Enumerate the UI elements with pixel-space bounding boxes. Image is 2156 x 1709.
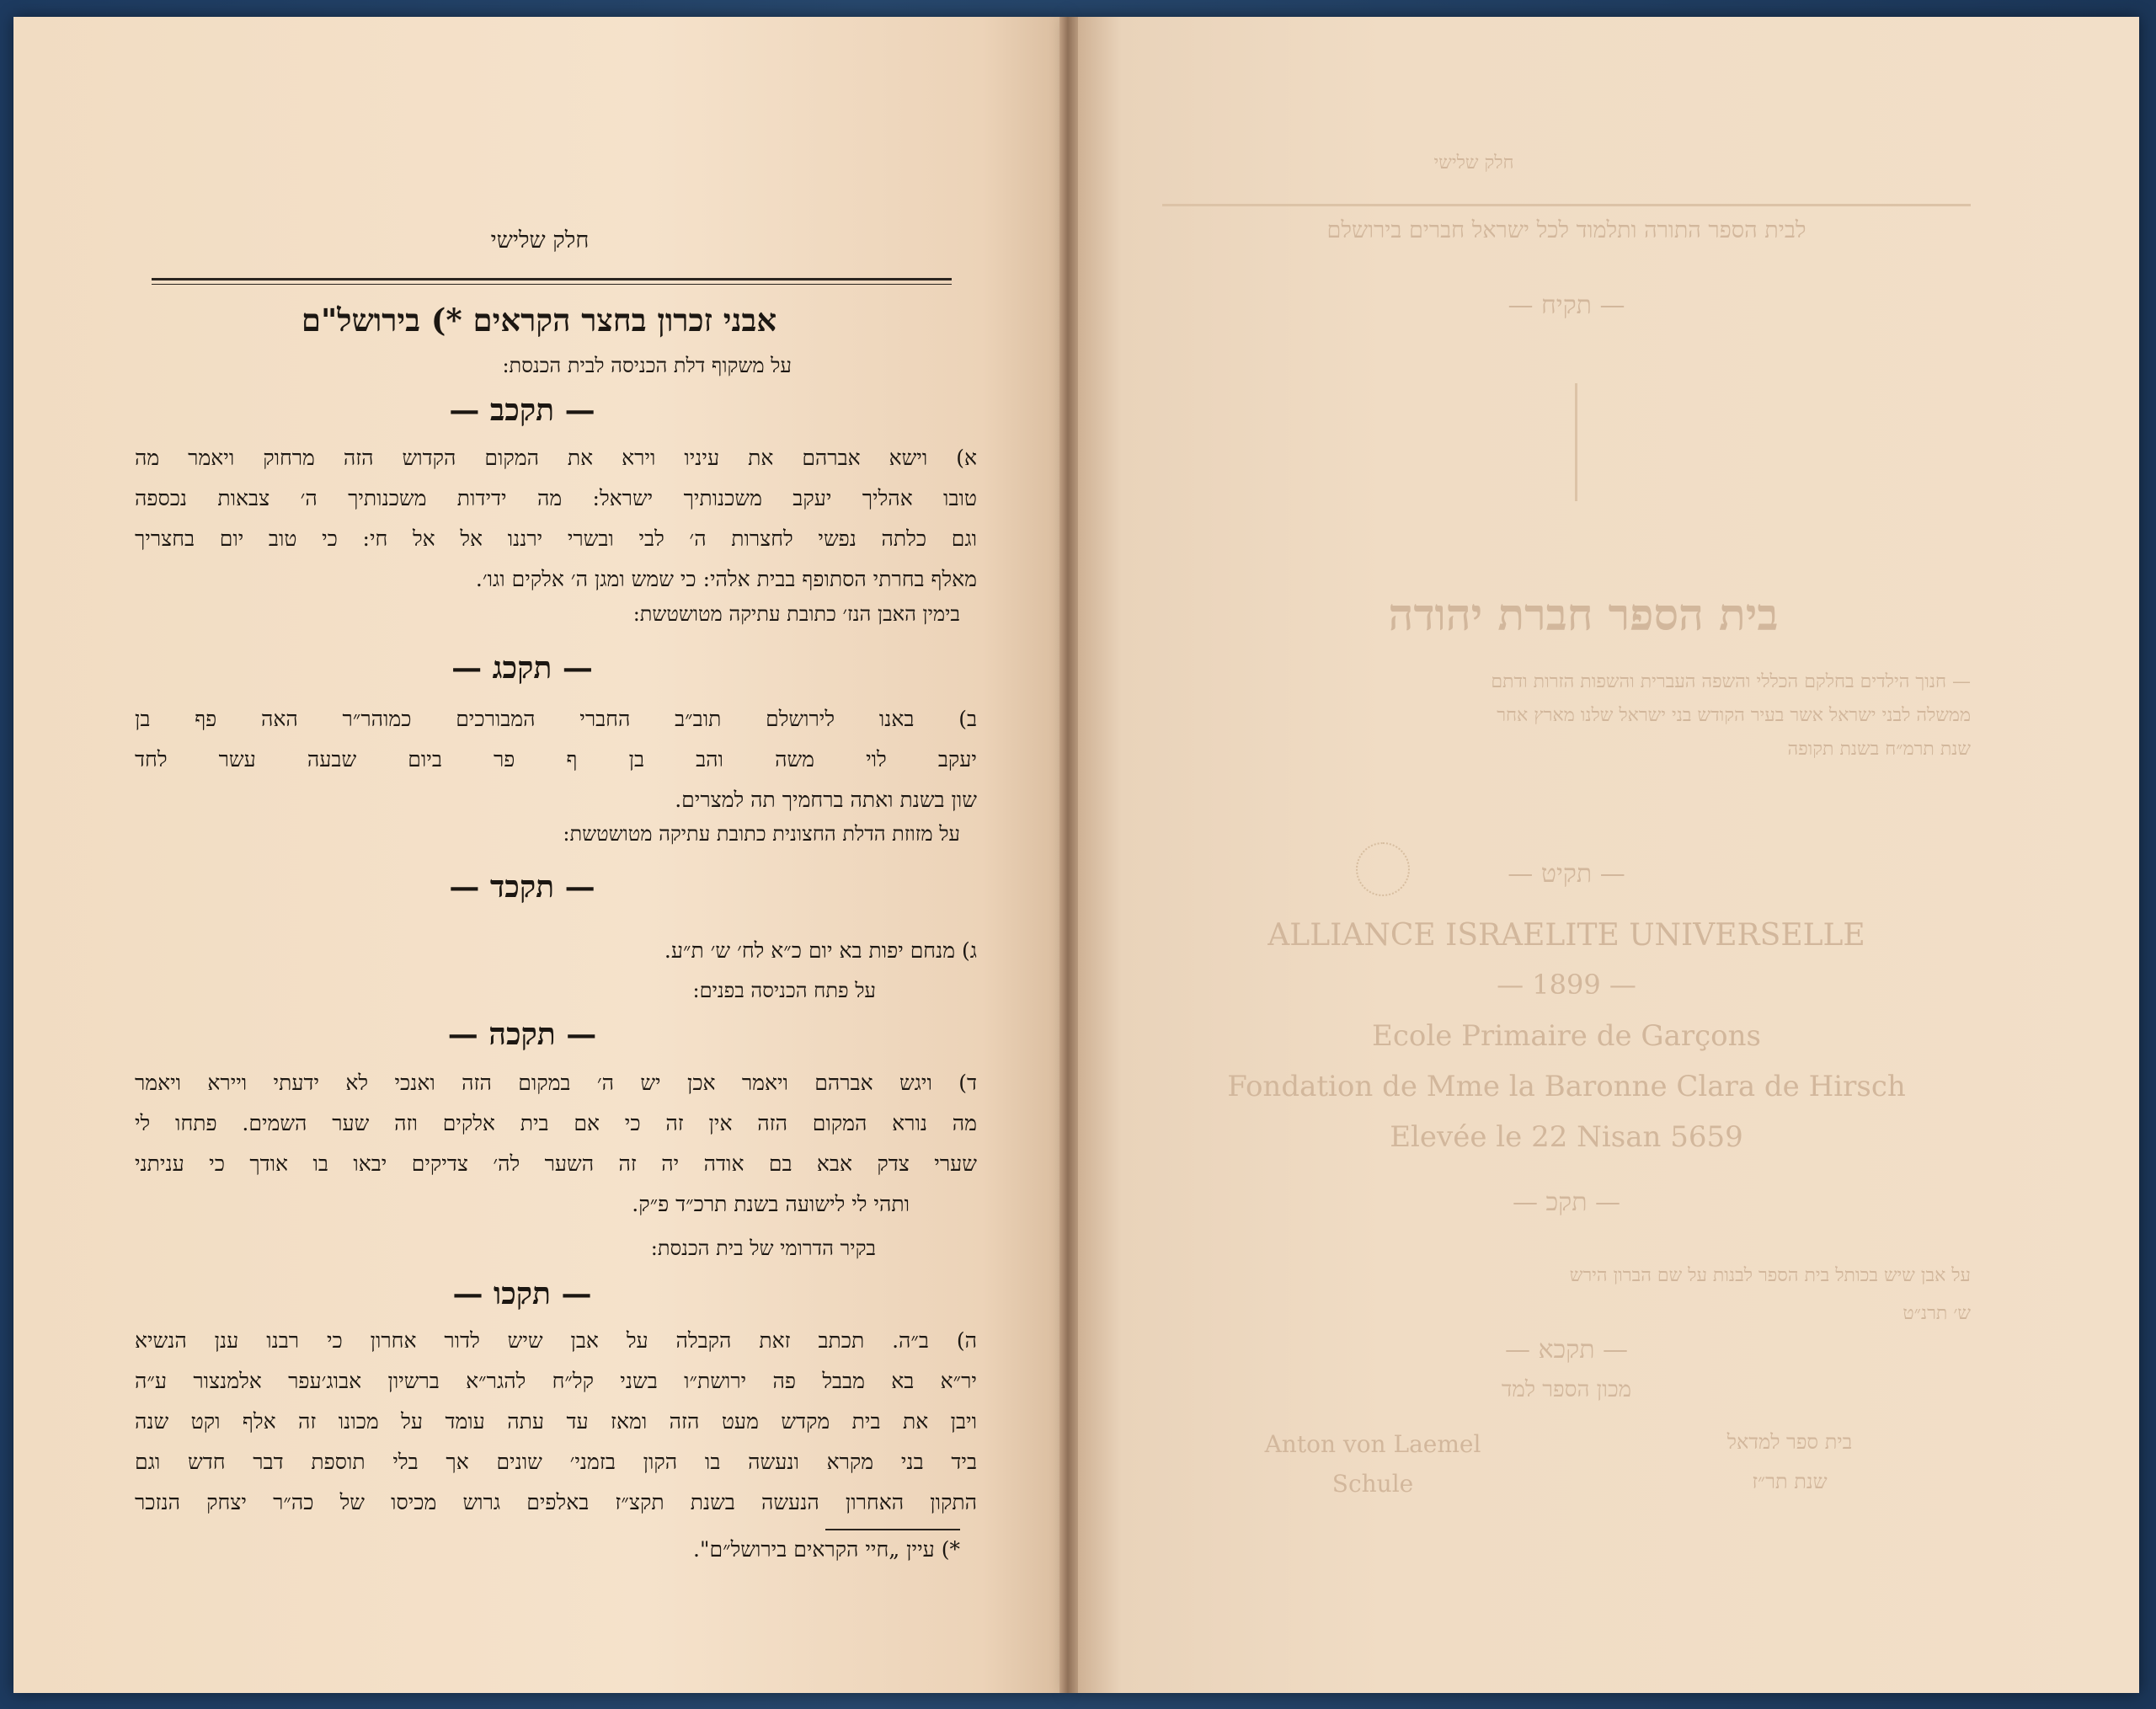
header-rule-thin <box>152 284 952 285</box>
text-line: ביד בני מקרא ונעשה בו הקון בזמני׳ שונים אך בלי תוספת דבר חדש וגם <box>135 1450 977 1474</box>
right-paragraph-line: ממשלה לבני ישראל אשר בעיר הקודש בני ישראל שלנו מארץ אחר <box>1497 705 1971 726</box>
text-line: ג) מנחם יפות בא יום כ״א לח׳ ש׳ ת״ע. <box>664 938 977 963</box>
section-text <box>135 1321 977 1523</box>
right-running-head: חלק שלישי <box>1433 152 1514 174</box>
location-note: על מזוזת הדלת החצונית כתובת עתיקה מטושטשת: <box>563 822 960 846</box>
location-note: על פתח הכניסה בפנים: <box>692 979 876 1002</box>
page-title: אבני זכרון בחצר הקראים *) בירושל"ם <box>301 302 777 339</box>
text-line: ויבן את בית מקדש מעט הזה ומאז עד עתה עומד על מכונו זה אלף וקט שנה <box>135 1409 977 1434</box>
right-big-title: בית הספר חברת יהודה <box>1388 590 1779 641</box>
right-header-rule <box>1162 204 1971 206</box>
right-line: מכון הספר למד <box>1501 1377 1632 1402</box>
footnote: *) עיין „חיי הקראים בירושל״ם". <box>693 1537 960 1562</box>
text-line: ד) ויגש אברהם ויאמר אכן יש ה׳ במקום הזה ואנכי לא ידעתי ויירא ויאמר <box>135 1071 978 1095</box>
bottom-left-line: Schule <box>1331 1470 1414 1498</box>
running-head: חלק שלישי <box>490 227 590 254</box>
school-line: Ecole Primaire de Garçons <box>1372 1019 1761 1053</box>
bottom-right-line: שנת תר״ז <box>1752 1470 1828 1493</box>
footnote-rule <box>825 1529 960 1530</box>
right-line: על אבן שיש בכותל בית הספר לבנות על שם הברון הירש <box>1569 1265 1971 1286</box>
text-line: התקון האחרון הנעשה בשנת תקצ״ז באלפים גרוש מכיסו של כה״ר יצחק הנזכר <box>135 1490 977 1514</box>
location-note: בקיר הדרומי של בית הכנסת: <box>650 1236 876 1260</box>
text-line: ותהי לי לישועה בשנת תרכ״ד פ״ק. <box>632 1192 910 1216</box>
text-line: ה) ב״ה. תכתב זאת הקבלה על אבן שיש לדור אחרון כי רבנו ענן הנשיא <box>135 1328 977 1353</box>
text-line: שון בשנת ואתה ברחמיך תה למצרים. <box>675 788 977 812</box>
section-heading: — תקכב — <box>449 393 595 428</box>
text-line: וגם כלתה נפשי לחצרות ה׳ לבי ובשרי ירננו אל אל חי: כי טוב יום בחצריך <box>135 526 977 551</box>
right-section-heading: — תקכא — <box>1504 1335 1629 1365</box>
header-rule <box>152 278 952 280</box>
text-line: טובו אהליך יעקב משכנותיך ישראל: מה ידידות משכנותיך ה׳ צבאות נכספה <box>135 486 977 510</box>
text-line: יעקב לוי משה והב בן ף פר ביום שבעה עשר לחד <box>135 747 977 772</box>
section-text <box>135 438 977 600</box>
section-heading: — תקכה — <box>447 1017 597 1052</box>
right-paragraph-line: — חנוך הילדים בחלקם הכללי והשפה העברית והשפות הזרות ודתם <box>1491 671 1971 692</box>
alliance-title: ALLIANCE ISRAELITE UNIVERSELLE <box>1267 918 1865 953</box>
bottom-left-line: Anton von Laemel <box>1264 1430 1481 1458</box>
text-line: יר״א בא מבבל פה ירושת״ו בשני קל״ח להגר״א ברשיון אבוג׳עפר אלמנצור ע״ה <box>135 1369 977 1393</box>
section-text <box>135 699 977 820</box>
section-heading: — תקכו — <box>452 1276 592 1311</box>
right-section-heading: — תקיט — <box>1508 859 1625 889</box>
bottom-right-line: בית ספר למדאל <box>1726 1430 1853 1454</box>
text-line: ב) באנו לירושלם תוב״ב החברי המבורכים כמוהר״ר האה פף בן <box>135 707 977 731</box>
right-section-heading: — תקכ — <box>1512 1188 1621 1217</box>
school-line: Elevée le 22 Nisan 5659 <box>1390 1120 1743 1154</box>
right-paragraph <box>1162 665 1971 766</box>
section-heading: — תקכג — <box>451 650 593 686</box>
section-text <box>135 1063 977 1225</box>
right-vertical-rule <box>1575 383 1577 501</box>
location-note: בימין האבן הנז׳ כתובת עתיקה מטושטשת: <box>632 602 960 626</box>
text-line: מאלף בחרתי הסתופף בבית אלהי: כי שמש ומגן ה׳ אלקים וגו׳. <box>475 567 977 591</box>
school-line: Fondation de Mme la Baronne Clara de Hirsch <box>1227 1070 1906 1103</box>
right-subtitle: לבית הספר התורה ותלמוד לכל ישראל חברים בירושלם <box>1326 217 1806 243</box>
right-page <box>1068 17 2139 1693</box>
right-paragraph-line: שנת תרמ״ח בשנת תקופה <box>1787 739 1971 760</box>
book-gutter <box>1059 17 1078 1693</box>
alliance-year: — 1899 — <box>1497 969 1636 1001</box>
location-note: על משקוף דלת הכניסה לבית הכנסת: <box>502 354 792 377</box>
section-text <box>135 931 977 971</box>
text-line: שערי צדק אבא בם אודה יה זה השער לה׳ צדיקים יבאו בו אודך כי עניתני <box>135 1151 977 1176</box>
right-section-heading: — תקיח — <box>1508 291 1625 320</box>
right-line: ש׳ תרנ״ט <box>1903 1303 1971 1324</box>
text-line: א) וישא אברהם את עיניו וירא את המקום הקדוש הזה מרחוק ויאמר מה <box>135 446 977 470</box>
section-heading: — תקכד — <box>449 869 595 905</box>
text-line: מה נורא המקום הזה אין זה כי אם בית אלקים וזה שער השמים. פתחו לי <box>135 1111 977 1135</box>
